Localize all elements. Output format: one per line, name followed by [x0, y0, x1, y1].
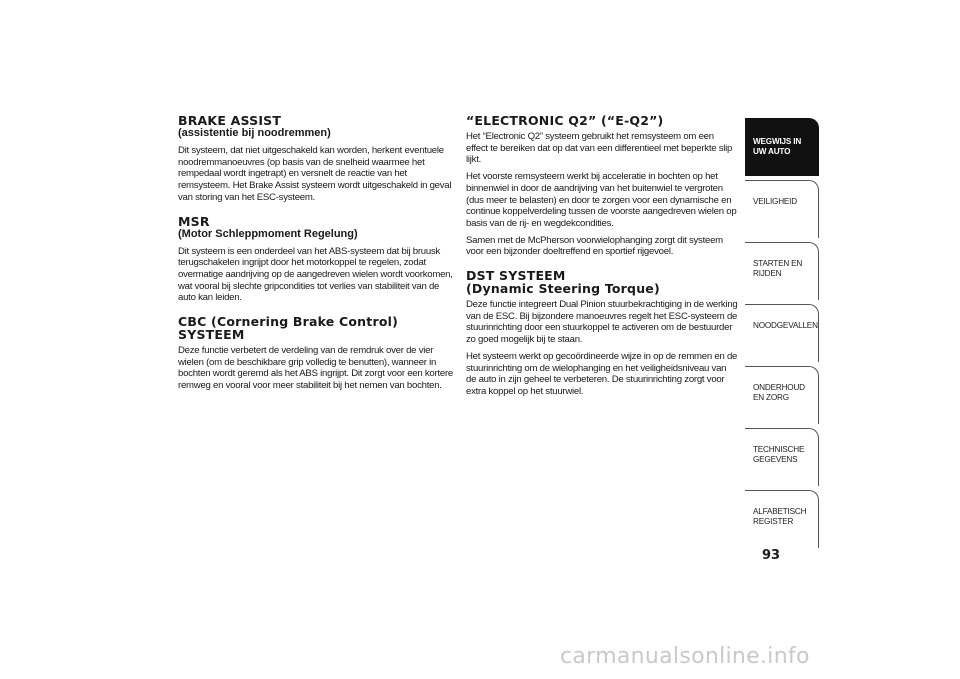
- tab-technische-gegevens[interactable]: TECHNISCHE GEGEVENS: [745, 428, 819, 486]
- paragraph: Het systeem werkt op gecoördineerde wijze in op de remmen en de stuurinrichting om de wielophanging en het veiligheidsniveau van de auto in zijn geheel te verbeteren. De stuurinrichting zorgt voor extra koppel op het stuurwiel.: [466, 350, 738, 397]
- section-dst: [466, 269, 738, 398]
- paragraph: Deze functie verbetert de verdeling van de remdruk over de vier wielen (om de beschikbare grip volledig te benutten), wanneer in bochten wordt geremd als het ABS ingrijpt. Dit zorgt voor een kortere remweg en vooral voor meer stabiliteit bij het nemen van bochten.: [178, 345, 453, 392]
- section-title: CBC (Cornering Brake Control): [178, 314, 399, 330]
- section-title: DST SYSTEEM: [466, 268, 566, 284]
- tab-onderhoud-en-zorg[interactable]: ONDERHOUD EN ZORG: [745, 366, 819, 424]
- section-title: BRAKE ASSIST: [178, 113, 282, 128]
- section-subtitle: (assistentie bij noodremmen): [178, 127, 331, 139]
- section-title: MSR: [178, 213, 210, 229]
- watermark: carmanualsonline.info: [560, 644, 810, 669]
- paragraph: Dit systeem, dat niet uitgeschakeld kan worden, herkent eventuele noodremmanoeuvres (op basis van de snelheid waarmee het rempedaal wordt ingetrapt) en versnelt de reactie van het remsysteem. Het Brake Assist systeem wordt uitgeschakeld in geval van storing van het ESC-systeem.: [178, 145, 452, 203]
- section-title-continued: (Dynamic Steering Torque): [466, 281, 660, 297]
- page-number: 93: [762, 548, 781, 563]
- tab-alfabetisch-register[interactable]: ALFABETISCH REGISTER: [745, 490, 819, 548]
- tab-wegwijs-in-uw-auto[interactable]: WEGWIJS IN UW AUTO: [745, 118, 819, 176]
- left-column: [178, 114, 454, 403]
- paragraph: Dit systeem is een onderdeel van het ABS-systeem dat bij bruusk terugschakelen ingrijpt door het motorkoppel te regelen, zodat overmatige aandrijving op de aangedreven wielen wordt voorkomen, wat vooral bij slechte gripcondities tot verlies van stabiliteit van de auto kan leiden.: [178, 245, 453, 304]
- section-electronic-q2: [466, 114, 738, 258]
- tab-noodgevallen[interactable]: NOODGEVALLEN: [745, 304, 819, 362]
- section-brake-assist: [178, 114, 454, 204]
- paragraph: Deze functie integreert Dual Pinion stuurbekrachtiging in de werking van de ESC. Bij bijzondere manoeuvres regelt het ESC-systeem de stuurinrichting door een stuurkoppel te activeren om de bestuurder zo goed mogelijk bij te staan.: [466, 299, 738, 346]
- paragraph: Het voorste remsysteem werkt bij acceleratie in bochten op het binnenwiel in door de aandrijving van het buitenwiel te vergroten (dus meer te belasten) en door te zorgen voor een dynamische en continue koppelverdeling tussen de voorste aangedreven wielen op basis van de rij- en wegdekcondities.: [466, 171, 737, 229]
- tab-starten-en-rijden[interactable]: STARTEN EN RIJDEN: [745, 242, 819, 300]
- section-subtitle: (Motor Schleppmoment Regelung): [178, 227, 358, 240]
- paragraph: Het “Electronic Q2” systeem gebruikt het remsysteem om een effect te bereiken dat op dat van een differentieel met beperkte slip lijkt.: [466, 131, 733, 166]
- chapter-tabs: [745, 118, 819, 552]
- section-msr: [178, 215, 454, 305]
- paragraph: Samen met de McPherson voorwielophanging zorgt dit systeem voor een bijzonder doeltreffend en sportief rijgevoel.: [466, 234, 723, 258]
- tab-veiligheid[interactable]: VEILIGHEID: [745, 180, 819, 238]
- section-cbc: [178, 315, 454, 392]
- right-column: [466, 114, 738, 409]
- section-title-continued: SYSTEEM: [178, 327, 245, 343]
- section-title: “ELECTRONIC Q2” (“E-Q2”): [466, 113, 664, 128]
